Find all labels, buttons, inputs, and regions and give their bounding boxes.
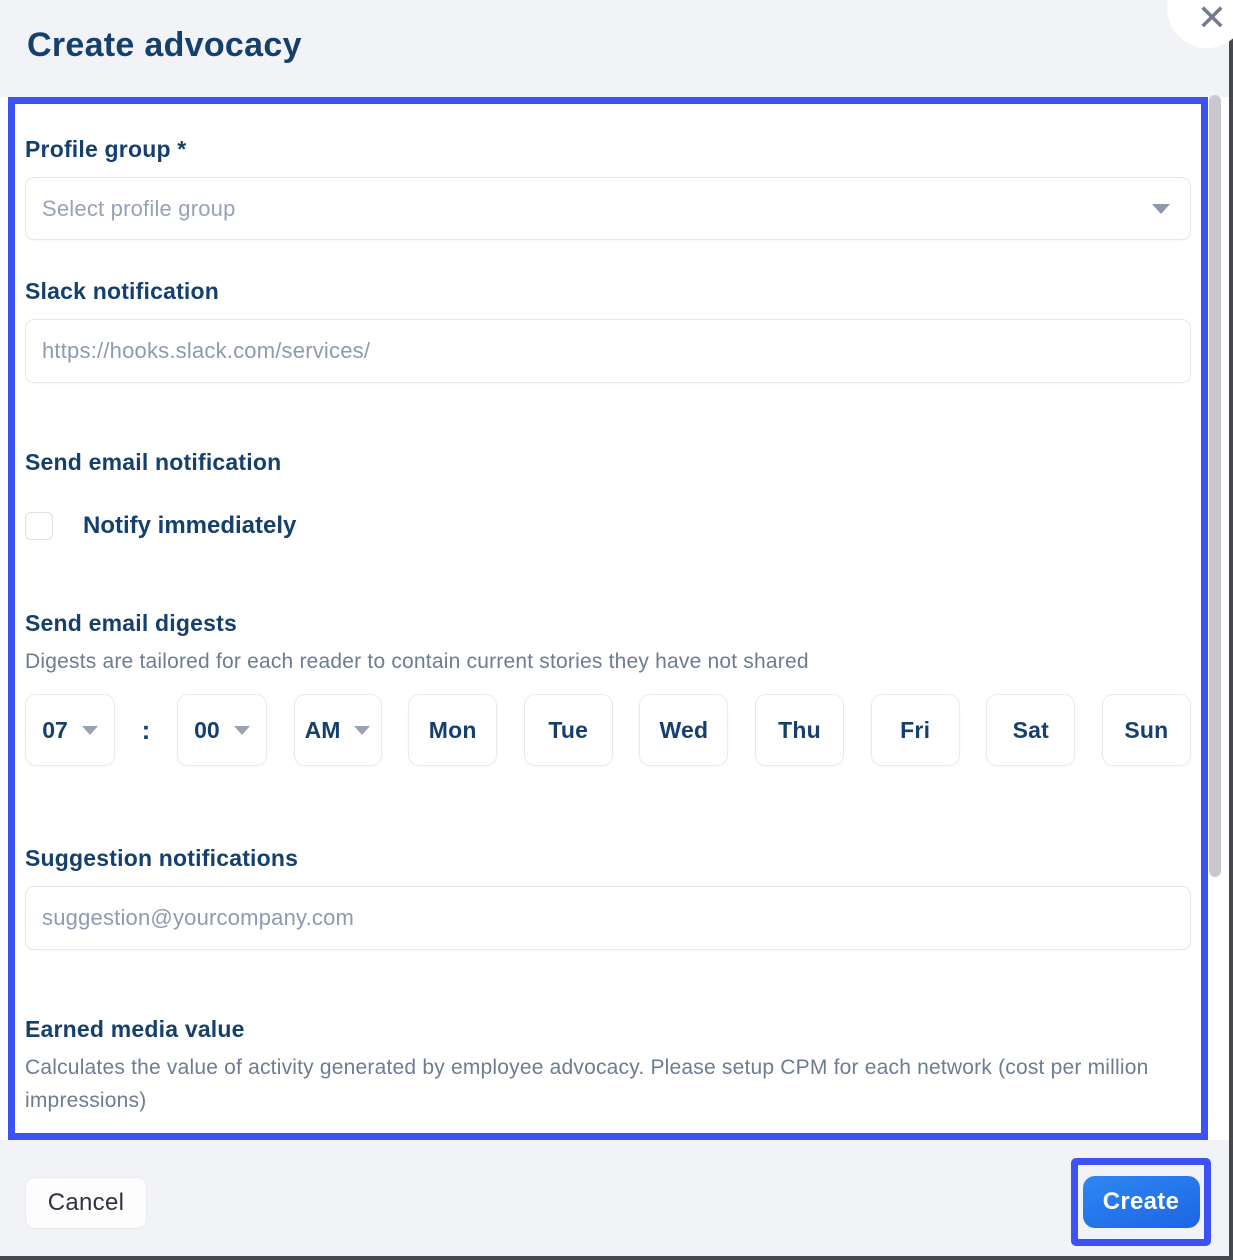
notify-immediately-row [25, 512, 1191, 540]
email-digests-description: Digests are tailored for each reader to contain current stories they have not shared [25, 650, 809, 673]
form-annotation-highlight [8, 97, 1208, 1140]
send-email-digests-label: Send email digests [25, 610, 237, 636]
digest-hour-select[interactable] [25, 694, 115, 766]
chevron-down-icon [354, 726, 370, 735]
profile-group-label: Profile group * [25, 136, 187, 162]
modal-title: Create advocacy [27, 26, 302, 64]
day-button-sat[interactable]: Sat [986, 694, 1075, 766]
chevron-down-icon [82, 726, 98, 735]
time-separator: : [141, 714, 151, 745]
send-email-notification-label: Send email notification [25, 449, 282, 475]
day-button-mon[interactable]: Mon [408, 694, 497, 766]
digest-minute-value: 00 [194, 716, 220, 743]
cancel-button[interactable]: Cancel [25, 1177, 147, 1229]
scrollbar-thumb[interactable] [1209, 95, 1221, 877]
day-button-thu[interactable]: Thu [755, 694, 844, 766]
day-button-wed[interactable]: Wed [639, 694, 728, 766]
create-annotation-highlight [1071, 1158, 1211, 1246]
digest-schedule-row [25, 694, 1191, 766]
chevron-down-icon [234, 726, 250, 735]
digest-meridiem-value: AM [304, 716, 341, 743]
digest-minute-select[interactable] [177, 694, 267, 766]
create-button[interactable]: Create [1083, 1176, 1200, 1228]
suggestion-notifications-label: Suggestion notifications [25, 845, 299, 871]
chevron-down-icon [1152, 204, 1170, 214]
profile-group-placeholder: Select profile group [42, 195, 236, 221]
day-button-fri[interactable]: Fri [871, 694, 960, 766]
modal-footer [0, 1140, 1229, 1256]
profile-group-select[interactable] [25, 177, 1191, 240]
day-button-sun[interactable]: Sun [1102, 694, 1191, 766]
slack-webhook-input[interactable] [25, 319, 1191, 383]
slack-notification-label: Slack notification [25, 278, 220, 304]
close-icon[interactable]: ✕ [1196, 0, 1227, 38]
digest-hour-value: 07 [42, 716, 68, 743]
day-button-tue[interactable]: Tue [524, 694, 613, 766]
digest-meridiem-select[interactable] [294, 694, 382, 766]
suggestion-email-input[interactable] [25, 886, 1191, 950]
notify-immediately-label: Notify immediately [83, 512, 297, 539]
notify-immediately-checkbox[interactable] [25, 512, 53, 540]
earned-media-value-label: Earned media value [25, 1016, 245, 1042]
earned-media-description: Calculates the value of activity generated by employee advocacy. Please setup CPM for each network (cost per million impressions) [25, 1056, 1149, 1112]
